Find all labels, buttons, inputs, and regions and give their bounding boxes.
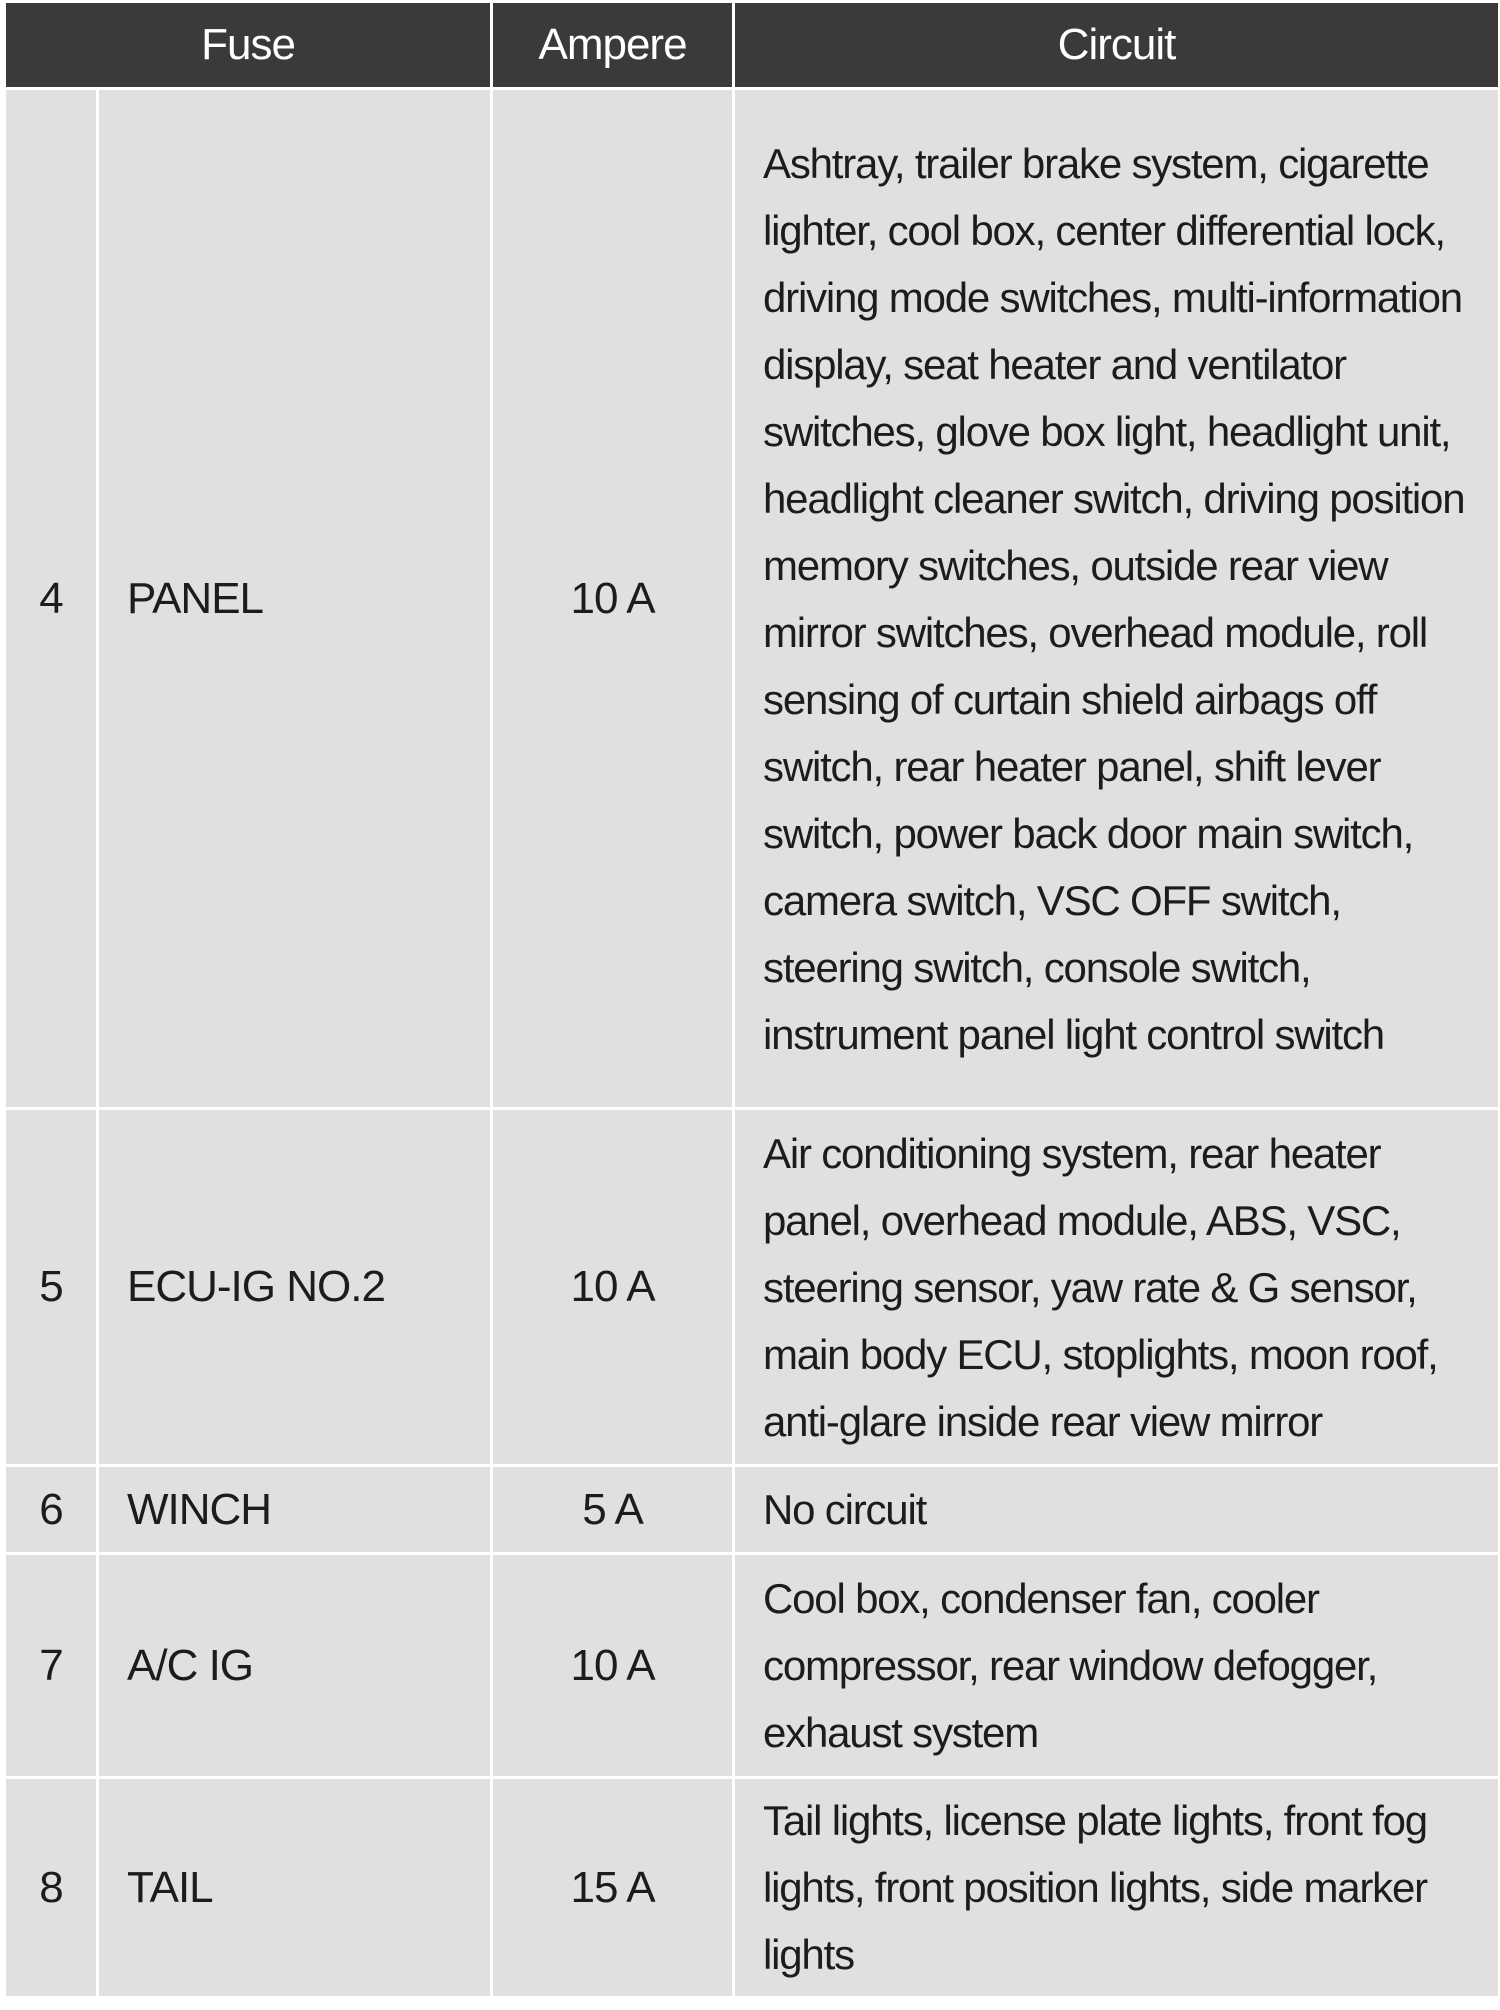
fuse-name: WINCH: [98, 1466, 492, 1554]
fuse-number: 8: [5, 1778, 98, 1998]
fuse-name: ECU-IG NO.2: [98, 1109, 492, 1466]
fuse-number: 7: [5, 1554, 98, 1778]
fuse-name: A/C IG: [98, 1554, 492, 1778]
table-row: [5, 1109, 1500, 1466]
header-ampere: Ampere: [492, 3, 734, 89]
fuse-circuit: No circuit: [734, 1466, 1500, 1554]
table-row: [5, 1554, 1500, 1778]
header-circuit: Circuit: [734, 3, 1500, 89]
fuse-number: 4: [5, 89, 98, 1109]
fuse-number: 6: [5, 1466, 98, 1554]
fuse-circuit: Air conditioning system, rear heater panel, overhead module, ABS, VSC, steering sensor, yaw rate & G sensor, main body ECU, stoplights, moon roof, anti-glare inside rear view mirror: [734, 1109, 1500, 1466]
fuse-ampere: 10 A: [492, 1554, 734, 1778]
fuse-number: 5: [5, 1109, 98, 1466]
fuse-circuit: Tail lights, license plate lights, front fog lights, front position lights, side marker lights: [734, 1778, 1500, 1998]
fuse-circuit: Cool box, condenser fan, cooler compressor, rear window defogger, exhaust system: [734, 1554, 1500, 1778]
fuse-ampere: 15 A: [492, 1778, 734, 1998]
fuse-table: [3, 3, 1500, 1999]
fuse-ampere: 5 A: [492, 1466, 734, 1554]
header-fuse: Fuse: [5, 3, 492, 89]
table-row: [5, 1466, 1500, 1554]
fuse-ampere: 10 A: [492, 1109, 734, 1466]
table-row: [5, 1778, 1500, 1998]
fuse-ampere: 10 A: [492, 89, 734, 1109]
fuse-name: PANEL: [98, 89, 492, 1109]
table-row: [5, 89, 1500, 1109]
table-header-row: [5, 3, 1500, 89]
fuse-name: TAIL: [98, 1778, 492, 1998]
fuse-circuit: Ashtray, trailer brake system, cigarette lighter, cool box, center differential lock, driving mode switches, multi-information display, seat heater and ventilator switches, glove box light, headlight unit, headlight cleaner switch, driving position memory switches, outside rear view mirror switches, overhead module, roll sensing of curtain shield airbags off switch, rear heater panel, shift lever switch, power back door main switch, camera switch, VSC OFF switch, steering switch, console switch, instrument panel light control switch: [734, 89, 1500, 1109]
